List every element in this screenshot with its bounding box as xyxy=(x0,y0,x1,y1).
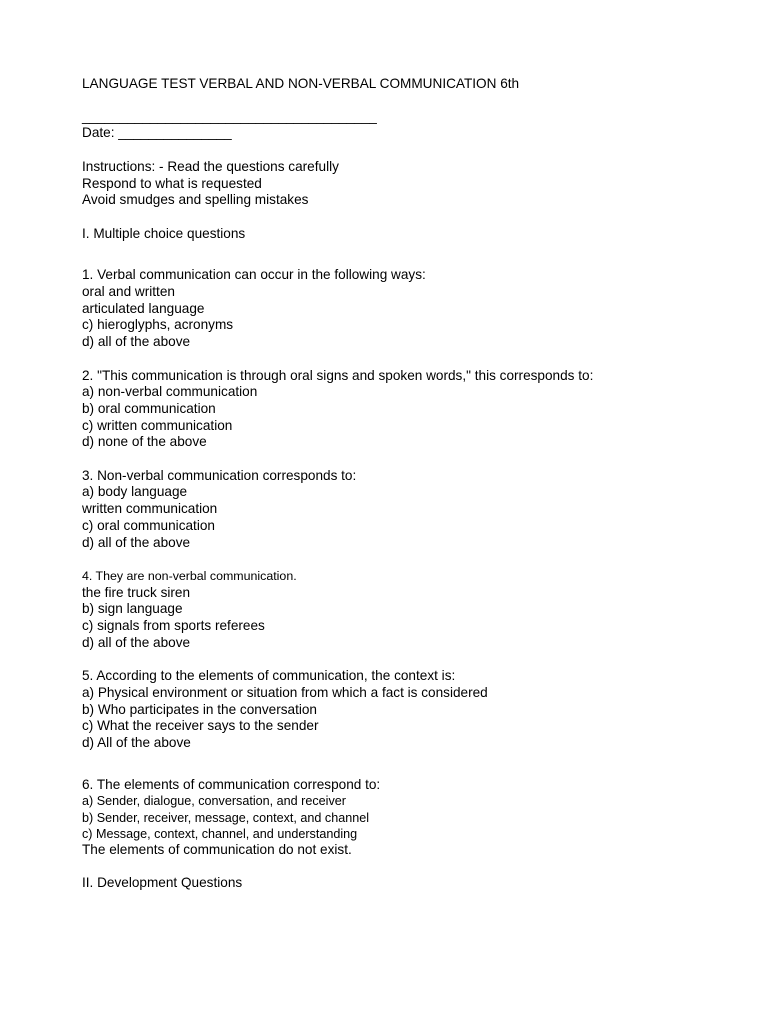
option: articulated language xyxy=(82,300,205,316)
name-line: _______________________________________ xyxy=(82,108,377,124)
option: c) Message, context, channel, and understanding xyxy=(82,826,358,841)
question-6 xyxy=(82,777,742,859)
question-3 xyxy=(82,468,742,552)
question-text: 2. "This communication is through oral signs and spoken words," this corresponds to: xyxy=(82,367,594,383)
instruction-3: Avoid smudges and spelling mistakes xyxy=(82,192,309,208)
option: c) hieroglyphs, acronyms xyxy=(82,317,234,333)
option: c) written communication xyxy=(82,417,233,433)
option: a) Sender, dialogue, conversation, and receiver xyxy=(82,794,346,809)
option: a) non-verbal communication xyxy=(82,384,258,400)
option: written communication xyxy=(82,501,218,517)
question-text: 4. They are non-verbal communication. xyxy=(82,568,297,583)
option: b) Who participates in the conversation xyxy=(82,701,317,717)
section-heading-development: II. Development Questions xyxy=(82,875,243,891)
question-4 xyxy=(82,568,742,652)
option: b) sign language xyxy=(82,601,183,617)
question-text: 6. The elements of communication correspond to: xyxy=(82,776,381,792)
question-2 xyxy=(82,368,742,452)
option: c) signals from sports referees xyxy=(82,618,265,634)
instruction-1: Instructions: - Read the questions carefully xyxy=(82,158,339,174)
option: b) Sender, receiver, message, context, and channel xyxy=(82,810,370,825)
option: c) oral communication xyxy=(82,517,215,533)
question-5 xyxy=(82,668,742,752)
question-text: 5. According to the elements of communication, the context is: xyxy=(82,668,456,684)
option: b) oral communication xyxy=(82,400,216,416)
option: d) All of the above xyxy=(82,734,191,750)
option: d) all of the above xyxy=(82,534,191,550)
option: a) Physical environment or situation from which a fact is considered xyxy=(82,684,488,700)
option: d) all of the above xyxy=(82,634,191,650)
option: d) all of the above xyxy=(82,334,191,350)
option: a) body language xyxy=(82,484,188,500)
option: oral and written xyxy=(82,284,175,299)
document-title: LANGUAGE TEST VERBAL AND NON-VERBAL COMMUNICATION 6th xyxy=(82,76,520,91)
date-line: Date: _______________ xyxy=(82,125,232,141)
option: c) What the receiver says to the sender xyxy=(82,718,319,734)
question-1 xyxy=(82,267,742,351)
question-text: 1. Verbal communication can occur in the following ways: xyxy=(82,267,426,283)
option: the fire truck siren xyxy=(82,584,191,600)
option: d) none of the above xyxy=(82,434,207,450)
option: The elements of communication do not exist. xyxy=(82,841,352,857)
section-heading-multiple-choice: I. Multiple choice questions xyxy=(82,225,246,241)
document-page xyxy=(82,76,742,892)
question-text: 3. Non-verbal communication corresponds to: xyxy=(82,467,357,483)
instruction-2: Respond to what is requested xyxy=(82,175,262,191)
